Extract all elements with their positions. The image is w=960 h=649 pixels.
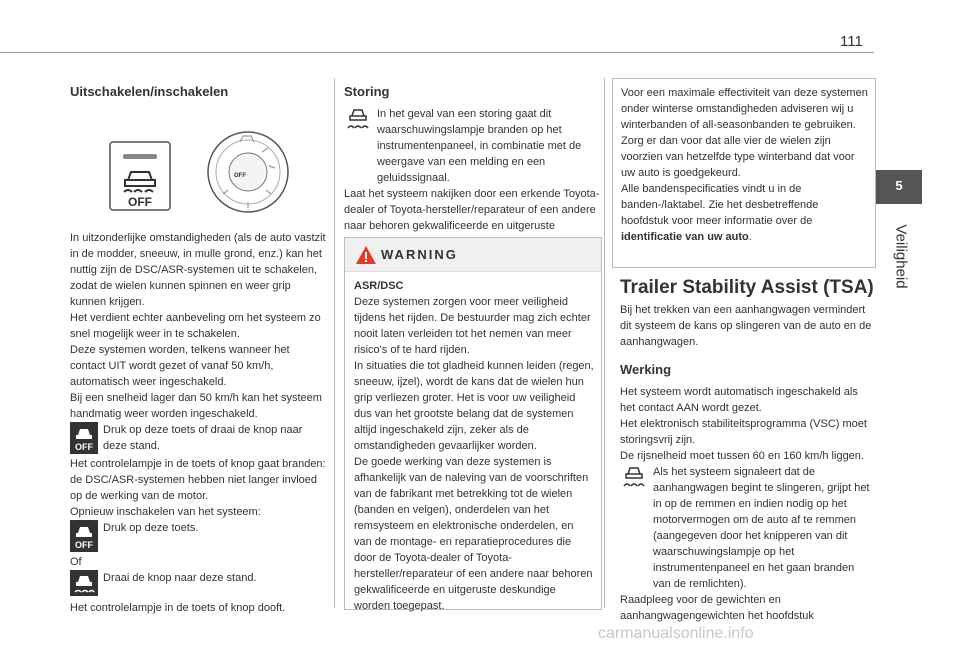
paragraph: Het verdient echter aanbeveling om het systeem zo snel mogelijk weer in te schakelen. xyxy=(70,312,321,340)
paragraph: Het systeem wordt automatisch ingeschakeld als het contact AAN wordt gezet. xyxy=(620,386,858,414)
icon-instruction xyxy=(70,422,328,456)
info-box xyxy=(612,78,876,268)
icon-instruction xyxy=(344,106,602,186)
text: . xyxy=(748,231,752,243)
svg-text:OFF: OFF xyxy=(75,442,93,452)
paragraph: Of xyxy=(70,556,82,568)
watermark: carmanualsonline.info xyxy=(598,625,754,642)
paragraph: Bij een snelheid lager dan 50 km/h kan het systeem handmatig weer worden ingeschakeld. xyxy=(70,392,322,420)
subsection-heading: Werking xyxy=(620,362,672,377)
warning-subtitle: ASR/DSC xyxy=(354,280,404,292)
column-2 xyxy=(344,84,602,250)
skid-warning-icon xyxy=(620,464,648,490)
chapter-title: Veiligheid xyxy=(892,224,910,289)
section-heading: Uitschakelen/inschakelen xyxy=(70,84,229,99)
icon-instruction xyxy=(620,464,874,592)
paragraph: In situaties die tot gladheid kunnen leiden (regen, sneeuw, ijzel), wordt de kans dat de wielen hun grip verliezen groter. Het is voor uw veiligheid dus van het grootste belang dat de systemen altijd ingeschakeld zijn, zeker als de omstandigheden gevaarlijker worden. xyxy=(354,360,594,452)
paragraph: Voor een maximale effectiviteit van deze systemen onder winterse omstandigheden adviseren wij u winterbanden of all-seasonbanden te gebruiken. Zorg er dan voor dat alle vier de wielen zijn voorzien van hetzelfde type winterband dat voor uw auto is goedgekeurd. xyxy=(621,87,868,179)
icon-instruction xyxy=(70,520,328,554)
column-divider xyxy=(604,78,605,608)
column-divider xyxy=(334,78,335,608)
paragraph: Druk op deze toets of draai de knop naar deze stand. xyxy=(103,424,303,452)
link-text: identificatie van uw auto xyxy=(621,231,749,243)
icon-instruction xyxy=(70,570,328,600)
paragraph: Opnieuw inschakelen van het systeem: xyxy=(70,506,261,518)
section-heading: Storing xyxy=(344,84,390,99)
chapter-number: 5 xyxy=(895,178,903,193)
info-content xyxy=(621,85,869,245)
paragraph: Deze systemen worden, telkens wanneer het contact UIT wordt gezet of vanaf 50 km/h, automatisch weer ingeschakeld. xyxy=(70,344,290,388)
column-3 xyxy=(620,277,874,624)
paragraph: Het controlelampje in de toets of knop dooft. xyxy=(70,602,286,614)
paragraph xyxy=(621,181,869,245)
off-label: OFF xyxy=(128,195,152,209)
warning-title: WARNING xyxy=(381,247,458,262)
paragraph: Draai de knop naar deze stand. xyxy=(103,572,257,584)
paragraph: Als het systeem signaleert dat de aanhangwagen begint te slingeren, grijpt het in op de remmen en indien nodig op het motorvermogen om de auto af te remmen (aangegeven door het knipperen van dit waarschuwingslampje op het instrumentenpaneel en het gaan branden van de remlichten). xyxy=(653,466,870,590)
skid-warning-icon xyxy=(344,106,372,132)
paragraph: Druk op deze toets. xyxy=(103,522,199,534)
illustration xyxy=(70,100,328,218)
column-1 xyxy=(70,84,328,616)
paragraph: In uitzonderlijke omstandigheden (als de auto vastzit in de modder, sneeuw, in mulle grond, enz.) kan het nuttig zijn de DSC/ASR-systemen uit te schakelen, zodat de wielen kunnen spinnen en weer grip kunnen krijgen. xyxy=(70,232,326,308)
paragraph: Laat het systeem nakijken door een erkende Toyota-dealer of Toyota-hersteller/reparateur of een andere naar behoren gekwalificeerde en uitgeruste xyxy=(344,188,600,232)
section-title: Trailer Stability Assist (TSA) xyxy=(620,277,874,298)
page-number: 111 xyxy=(840,33,863,50)
warning-content xyxy=(354,278,594,614)
warning-triangle-icon xyxy=(355,245,377,265)
warning-box xyxy=(344,237,602,610)
dsc-off-icon xyxy=(70,520,98,552)
paragraph: De rijsnelheid moet tussen 60 en 160 km/h liggen. xyxy=(620,450,864,462)
header-rule xyxy=(0,52,874,53)
paragraph: Het elektronisch stabiliteitsprogramma (VSC) moet storingsvrij zijn. xyxy=(620,418,867,446)
traction-icon xyxy=(70,570,98,596)
paragraph: In het geval van een storing gaat dit waarschuwingslampje branden op het instrumentenpaneel, in combinatie met de weergave van een melding en een geluidssignaal. xyxy=(377,108,582,184)
dsc-off-button-illustration xyxy=(70,100,328,218)
svg-text:OFF: OFF xyxy=(234,173,246,179)
paragraph: Deze systemen zorgen voor meer veiligheid tijdens het rijden. De bestuurder mag zich echter nooit laten verleiden tot het nemen van meer risico's of te hard rijden. xyxy=(354,296,591,356)
dsc-off-icon xyxy=(70,422,98,454)
text: Alle bandenspecificaties vindt u in de banden-/laktabel. Zie het desbetreffende hoofdstuk voor meer informatie over de xyxy=(621,183,819,227)
paragraph: Raadpleeg voor de gewichten en aanhangwagengewichten het hoofdstuk xyxy=(620,594,814,622)
paragraph: Het controlelampje in de toets of knop gaat branden: de DSC/ASR-systemen hebben niet langer invloed op de werking van de motor. xyxy=(70,458,326,502)
chapter-tab xyxy=(876,0,922,649)
paragraph: Bij het trekken van een aanhangwagen vermindert dit systeem de kans op slingeren van de auto en de aanhangwagen. xyxy=(620,304,872,348)
svg-text:OFF: OFF xyxy=(75,540,93,550)
warning-header xyxy=(345,238,601,272)
paragraph: De goede werking van deze systemen is afhankelijk van de naleving van de voorschriften van de fabrikant met betrekking tot de wielen (banden en velgen), onderdelen van het remsysteem en elektronische onderdelen, en van de montage- en reparatieprocedures die door de Toyota-dealer of Toyota-hersteller/reparateur of een andere naar behoren gekwalificeerde en uitgeruste deskundige worden toegepast. xyxy=(354,456,593,612)
